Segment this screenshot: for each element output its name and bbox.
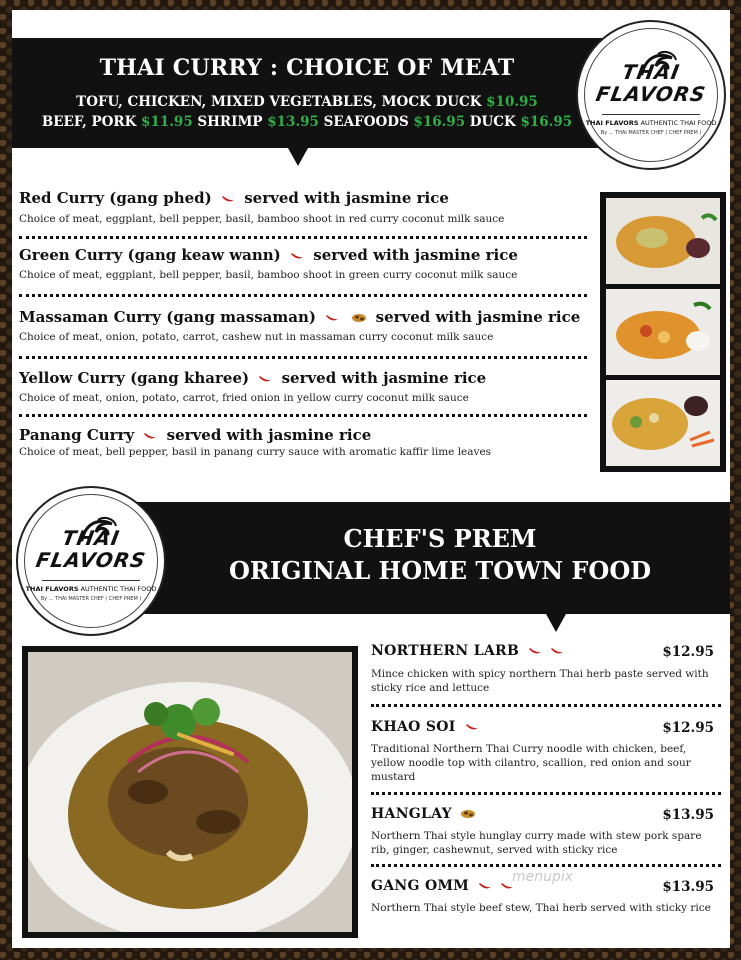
item-served: served with jasmine rice bbox=[375, 308, 581, 326]
dotted-divider bbox=[19, 356, 587, 359]
peanut-icon bbox=[460, 809, 476, 819]
menu-item-title bbox=[19, 308, 580, 326]
logo-tag-bold: THAI FLAVORS bbox=[25, 585, 79, 593]
chili-icon bbox=[143, 432, 157, 440]
logo-word-flavors: FLAVORS bbox=[594, 82, 708, 106]
massaman-curry-photo bbox=[606, 289, 720, 375]
peanut-icon bbox=[351, 313, 367, 323]
menu-item-desc: Northern Thai style beef stew, Thai herb served with sticky rice bbox=[371, 902, 711, 914]
menu-item-desc: Choice of meat, onion, potato, carrot, fried onion in yellow curry coconut milk sauce bbox=[19, 392, 469, 404]
price-label: DUCK bbox=[465, 114, 521, 130]
curry-photo bbox=[606, 289, 720, 375]
hometown-title-line-2: ORIGINAL HOME TOWN FOOD bbox=[228, 556, 652, 585]
item-name: Green Curry (gang keaw wann) bbox=[19, 246, 281, 264]
watermark: menupix bbox=[512, 869, 574, 885]
logo-tagline bbox=[578, 119, 724, 127]
hometown-title-line-1: CHEF'S PREM bbox=[343, 524, 537, 553]
logo-tagline bbox=[18, 585, 164, 593]
menu-item-price: $13.95 bbox=[662, 807, 714, 823]
logo-word-flavors: FLAVORS bbox=[34, 548, 148, 572]
chili-icon bbox=[290, 252, 304, 260]
item-name: Red Curry (gang phed) bbox=[19, 189, 212, 207]
menu-item-desc: Mince chicken with spicy northern Thai herb paste served with sticky rice and lettuce bbox=[371, 668, 709, 694]
dotted-divider bbox=[371, 792, 721, 795]
price-label: TOFU, CHICKEN, MIXED VEGETABLES, MOCK DUCK bbox=[76, 94, 487, 110]
menu-item-price: $12.95 bbox=[662, 720, 714, 736]
item-name: Massaman Curry (gang massaman) bbox=[19, 308, 316, 326]
logo-word-thai: THAI bbox=[620, 60, 682, 84]
item-name: Yellow Curry (gang kharee) bbox=[19, 369, 250, 387]
menu-item-desc: Northern Thai style hunglay curry made with stew pork spare rib, ginger, cashewnut, served with sticky rice bbox=[371, 830, 702, 856]
chili-icon bbox=[221, 195, 235, 203]
menu-item-name bbox=[371, 878, 518, 894]
curry-section-title: THAI CURRY : CHOICE OF MEAT bbox=[99, 55, 515, 81]
item-name: GANG OMM bbox=[371, 878, 470, 894]
price-label: SHRIMP bbox=[192, 114, 268, 130]
yellow-curry-photo bbox=[606, 380, 720, 466]
curry-photos bbox=[600, 192, 726, 472]
menu-item-price: $13.95 bbox=[662, 879, 714, 895]
chili-icon bbox=[478, 882, 492, 890]
price-value: $11.95 bbox=[141, 114, 193, 130]
price-line-2 bbox=[12, 114, 602, 130]
logo-divider bbox=[602, 114, 700, 115]
curry-photo bbox=[606, 380, 720, 466]
logo-tag-rest: AUTHENTIC THAI FOOD bbox=[78, 585, 157, 593]
logo-byline: By ... THAI MASTER CHEF ( CHEF PREM ) bbox=[600, 130, 702, 136]
item-served: served with jasmine rice bbox=[166, 426, 372, 444]
dotted-divider bbox=[371, 864, 721, 867]
hanglay-photo bbox=[28, 652, 352, 932]
menu-item-price: $12.95 bbox=[662, 644, 714, 660]
menu-item-desc: Choice of meat, eggplant, bell pepper, basil, bamboo shoot in red curry coconut milk sauce bbox=[19, 213, 505, 225]
chili-icon bbox=[528, 647, 542, 655]
menu-item-title bbox=[19, 369, 486, 387]
menu-item-name bbox=[371, 719, 483, 735]
header-pointer bbox=[546, 614, 566, 632]
item-served: served with jasmine rice bbox=[281, 369, 487, 387]
logo-word-thai: THAI bbox=[60, 526, 122, 550]
logo-tag-bold: THAI FLAVORS bbox=[585, 119, 639, 127]
chili-icon bbox=[465, 723, 479, 731]
price-value: $13.95 bbox=[267, 114, 319, 130]
menu-item-title bbox=[19, 246, 518, 264]
menu-item-name bbox=[371, 806, 479, 822]
logo-tag-rest: AUTHENTIC THAI FOOD bbox=[638, 119, 717, 127]
curry-bowl-photo bbox=[28, 652, 352, 932]
chili-icon bbox=[258, 375, 272, 383]
menu-item-title bbox=[19, 426, 371, 444]
hanglay-photo-frame bbox=[22, 646, 358, 938]
curry-photo bbox=[606, 198, 720, 284]
item-name: HANGLAY bbox=[371, 806, 452, 822]
dotted-divider bbox=[19, 294, 587, 297]
chili-icon bbox=[550, 647, 564, 655]
item-name: KHAO SOI bbox=[371, 719, 456, 735]
red-curry-photo bbox=[606, 198, 720, 284]
dotted-divider bbox=[19, 414, 587, 417]
item-served: served with jasmine rice bbox=[313, 246, 518, 264]
price-value: $16.95 bbox=[413, 114, 466, 130]
price-value: $16.95 bbox=[520, 114, 573, 130]
price-value: $10.95 bbox=[486, 94, 538, 110]
menu-item-desc: Choice of meat, eggplant, bell pepper, basil, bamboo shoot in green curry coconut milk sauce bbox=[19, 269, 518, 281]
menu-item-name bbox=[371, 643, 568, 659]
price-line-1 bbox=[12, 94, 602, 110]
item-name: NORTHERN LARB bbox=[371, 643, 520, 659]
menu-item-desc: Choice of meat, onion, potato, carrot, cashew nut in massaman curry coconut milk sauce bbox=[19, 331, 494, 343]
logo-divider bbox=[42, 580, 140, 581]
header-pointer bbox=[288, 148, 308, 166]
restaurant-logo bbox=[576, 20, 726, 170]
chili-icon bbox=[325, 314, 339, 322]
menu-item-desc: Traditional Northern Thai Curry noodle with chicken, beef, yellow noodle top with cilantro, scallion, red onion and sour mustard bbox=[371, 743, 691, 783]
dotted-divider bbox=[371, 704, 721, 707]
restaurant-logo bbox=[16, 486, 166, 636]
menu-item-desc: Choice of meat, bell pepper, basil in panang curry sauce with aromatic kaffir lime leaves bbox=[19, 446, 492, 458]
logo-byline: By ... THAI MASTER CHEF ( CHEF PREM ) bbox=[40, 596, 142, 602]
item-name: Panang Curry bbox=[19, 426, 135, 444]
price-label: SEAFOODS bbox=[318, 114, 414, 130]
menu-item-title bbox=[19, 189, 449, 207]
price-label: BEEF, PORK bbox=[41, 114, 142, 130]
dotted-divider bbox=[19, 236, 587, 239]
item-served: served with jasmine rice bbox=[244, 189, 449, 207]
